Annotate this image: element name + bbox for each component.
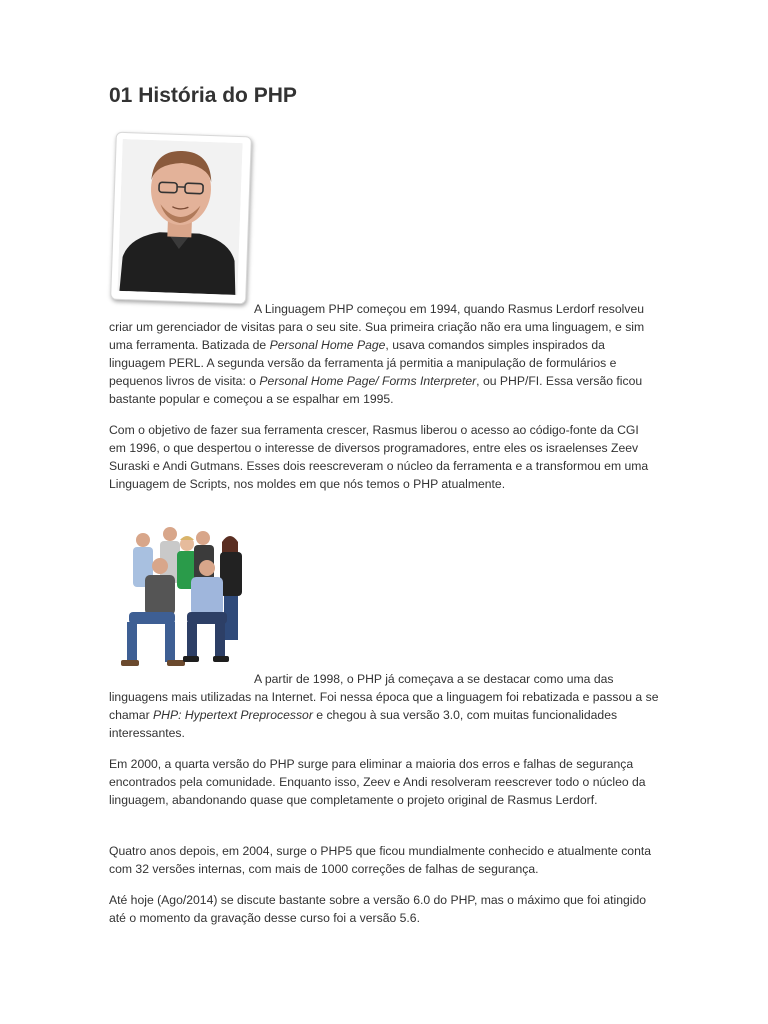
- portrait-photo: [110, 132, 252, 305]
- paragraph-2: Com o objetivo de fazer sua ferramenta crescer, Rasmus liberou o acesso ao código-fonte da CGI em 1996, o que despertou o interesse de diversos programadores, entre eles os israelenses Zeev Suraski e Andi Gutmans. Esses dois reescreveram o núcleo da ferramenta e a transformou em uma Linguagem de Scripts, nos moldes em que nós temos o PHP atualmente.: [109, 423, 649, 491]
- italic-term: Personal Home Page: [269, 338, 386, 352]
- page-title: 01 História do PHP: [109, 84, 297, 107]
- paragraph-4: Em 2000, a quarta versão do PHP surge para eliminar a maioria dos erros e falhas de segurança encontrados pela comunidade. Enquanto isso, Zeev e Andi resolveram reescrever todo o núcleo da linguagem, abandonando quase que completamente o projeto original de Rasmus Lerdorf.: [109, 757, 646, 807]
- paragraph-6: Até hoje (Ago/2014) se discute bastante sobre a versão 6.0 do PHP, mas o máximo que foi atingido até o momento da gravação desse curso foi a versão 5.6.: [109, 893, 647, 925]
- team-group-photo: [115, 522, 255, 678]
- paragraph-3: A partir de 1998, o PHP já começava a se destacar como uma das linguagens mais utilizadas na Internet. Foi nessa época que a linguagem foi rebatizada e passou a se chamar PHP: Hypertext Preprocessor e chegou à sua versão 3.0, com muitas funcionalidades interessantes.: [109, 672, 659, 740]
- italic-term: PHP: Hypertext Preprocessor: [153, 708, 313, 722]
- italic-term: Personal Home Page/ Forms Interpreter: [259, 374, 477, 388]
- paragraph-1: A Linguagem PHP começou em 1994, quando Rasmus Lerdorf resolveu criar um gerenciador de visitas para o seu site. Sua primeira criação não era uma linguagem, e sim uma ferramenta. Batizada de Personal Home Page, usava comandos simples inspirados da linguagem PERL. A segunda versão da ferramenta já permitia a manipulação de formulários e pequenos livros de visita: o Personal Home Page/ Forms Interpreter, ou PHP/FI. Essa versão ficou bastante popular e começou a se espalhar em 1995.: [109, 302, 645, 406]
- paragraph-5: Quatro anos depois, em 2004, surge o PHP5 que ficou mundialmente conhecido e atualmente conta com 32 versões internas, com mais de 1000 correções de falhas de segurança.: [109, 844, 652, 876]
